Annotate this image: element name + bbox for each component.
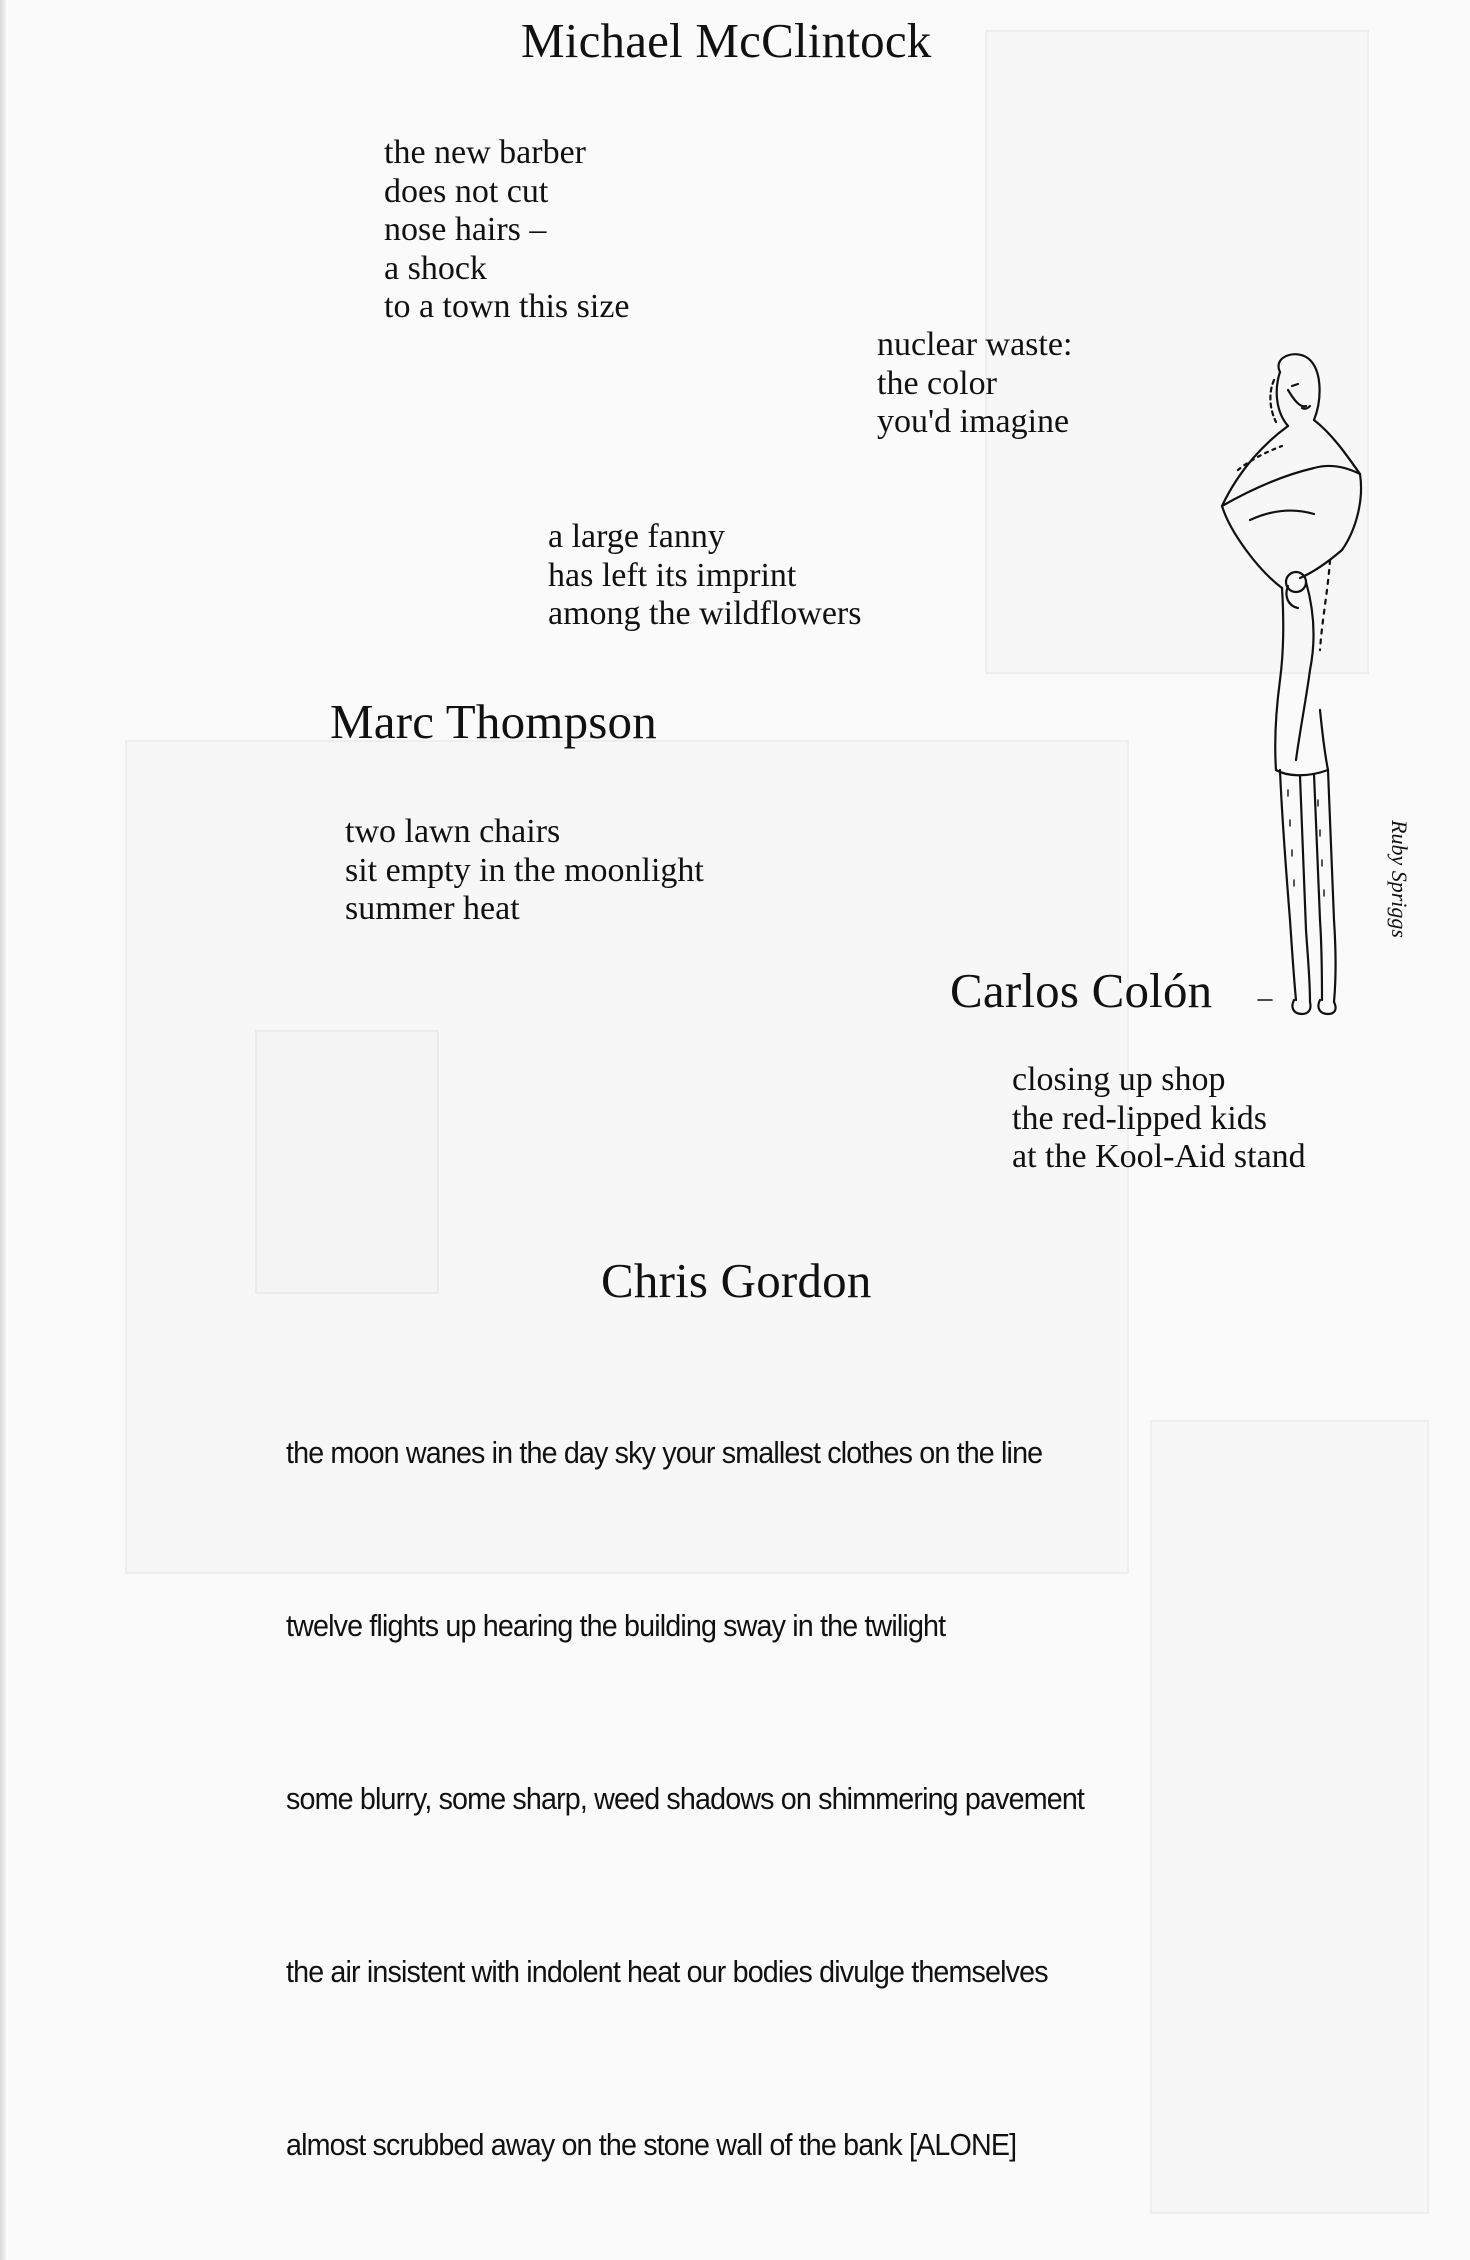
poem-line: you'd imagine: [877, 403, 1070, 440]
poem-line: nose hairs –: [384, 211, 547, 248]
poem-barber: [384, 134, 630, 327]
poem-line: closing up shop: [1012, 1061, 1226, 1098]
poem-line: the color: [877, 364, 997, 402]
poem-line: two lawn chairs: [345, 813, 561, 850]
poem-line: to a town this size: [384, 288, 630, 325]
poem-line: nuclear waste:: [877, 326, 1073, 363]
gordon-line: the air insistent with indolent heat our bodies divulge themselves: [286, 1955, 1048, 1989]
page-edge-shadow: [0, 0, 6, 2260]
poem-line: the new barber: [384, 134, 587, 171]
gordon-line: almost scrubbed away on the stone wall of the bank [ALONE]: [286, 2128, 1017, 2162]
poem-line: among the wildflowers: [548, 595, 862, 632]
bleed-through-box: [1150, 1420, 1429, 2214]
poem-line: a large fanny: [548, 518, 725, 555]
poem-nuclear: [877, 326, 1072, 442]
bleed-through-box: [255, 1030, 439, 1294]
gordon-line: some blurry, some sharp, weed shadows on shimmering pavement: [286, 1782, 1085, 1816]
poem-line: a shock: [384, 249, 487, 287]
author-name: Chris Gordon: [601, 1253, 872, 1308]
poem-lawn-chairs: [345, 813, 704, 929]
poem-line: sit empty in the moonlight: [345, 851, 704, 889]
woman-figure-drawing: [1210, 350, 1380, 1020]
poem-fanny: [548, 518, 862, 634]
author-name: Marc Thompson: [330, 694, 657, 749]
poem-kool-aid: [1012, 1061, 1306, 1177]
gordon-line: the moon wanes in the day sky your smallest clothes on the line: [286, 1436, 1043, 1470]
poem-line: at the Kool-Aid stand: [1012, 1138, 1306, 1175]
gordon-line: twelve flights up hearing the building sway in the twilight: [286, 1609, 946, 1643]
poem-line: does not cut: [384, 172, 549, 210]
author-name: Michael McClintock: [521, 13, 932, 68]
poem-line: summer heat: [345, 890, 520, 927]
author-name: Carlos Colón: [950, 963, 1213, 1018]
illustration-credit: Ruby Spriggs: [1387, 820, 1412, 938]
poem-line: the red-lipped kids: [1012, 1099, 1267, 1137]
poem-line: has left its imprint: [548, 556, 797, 594]
